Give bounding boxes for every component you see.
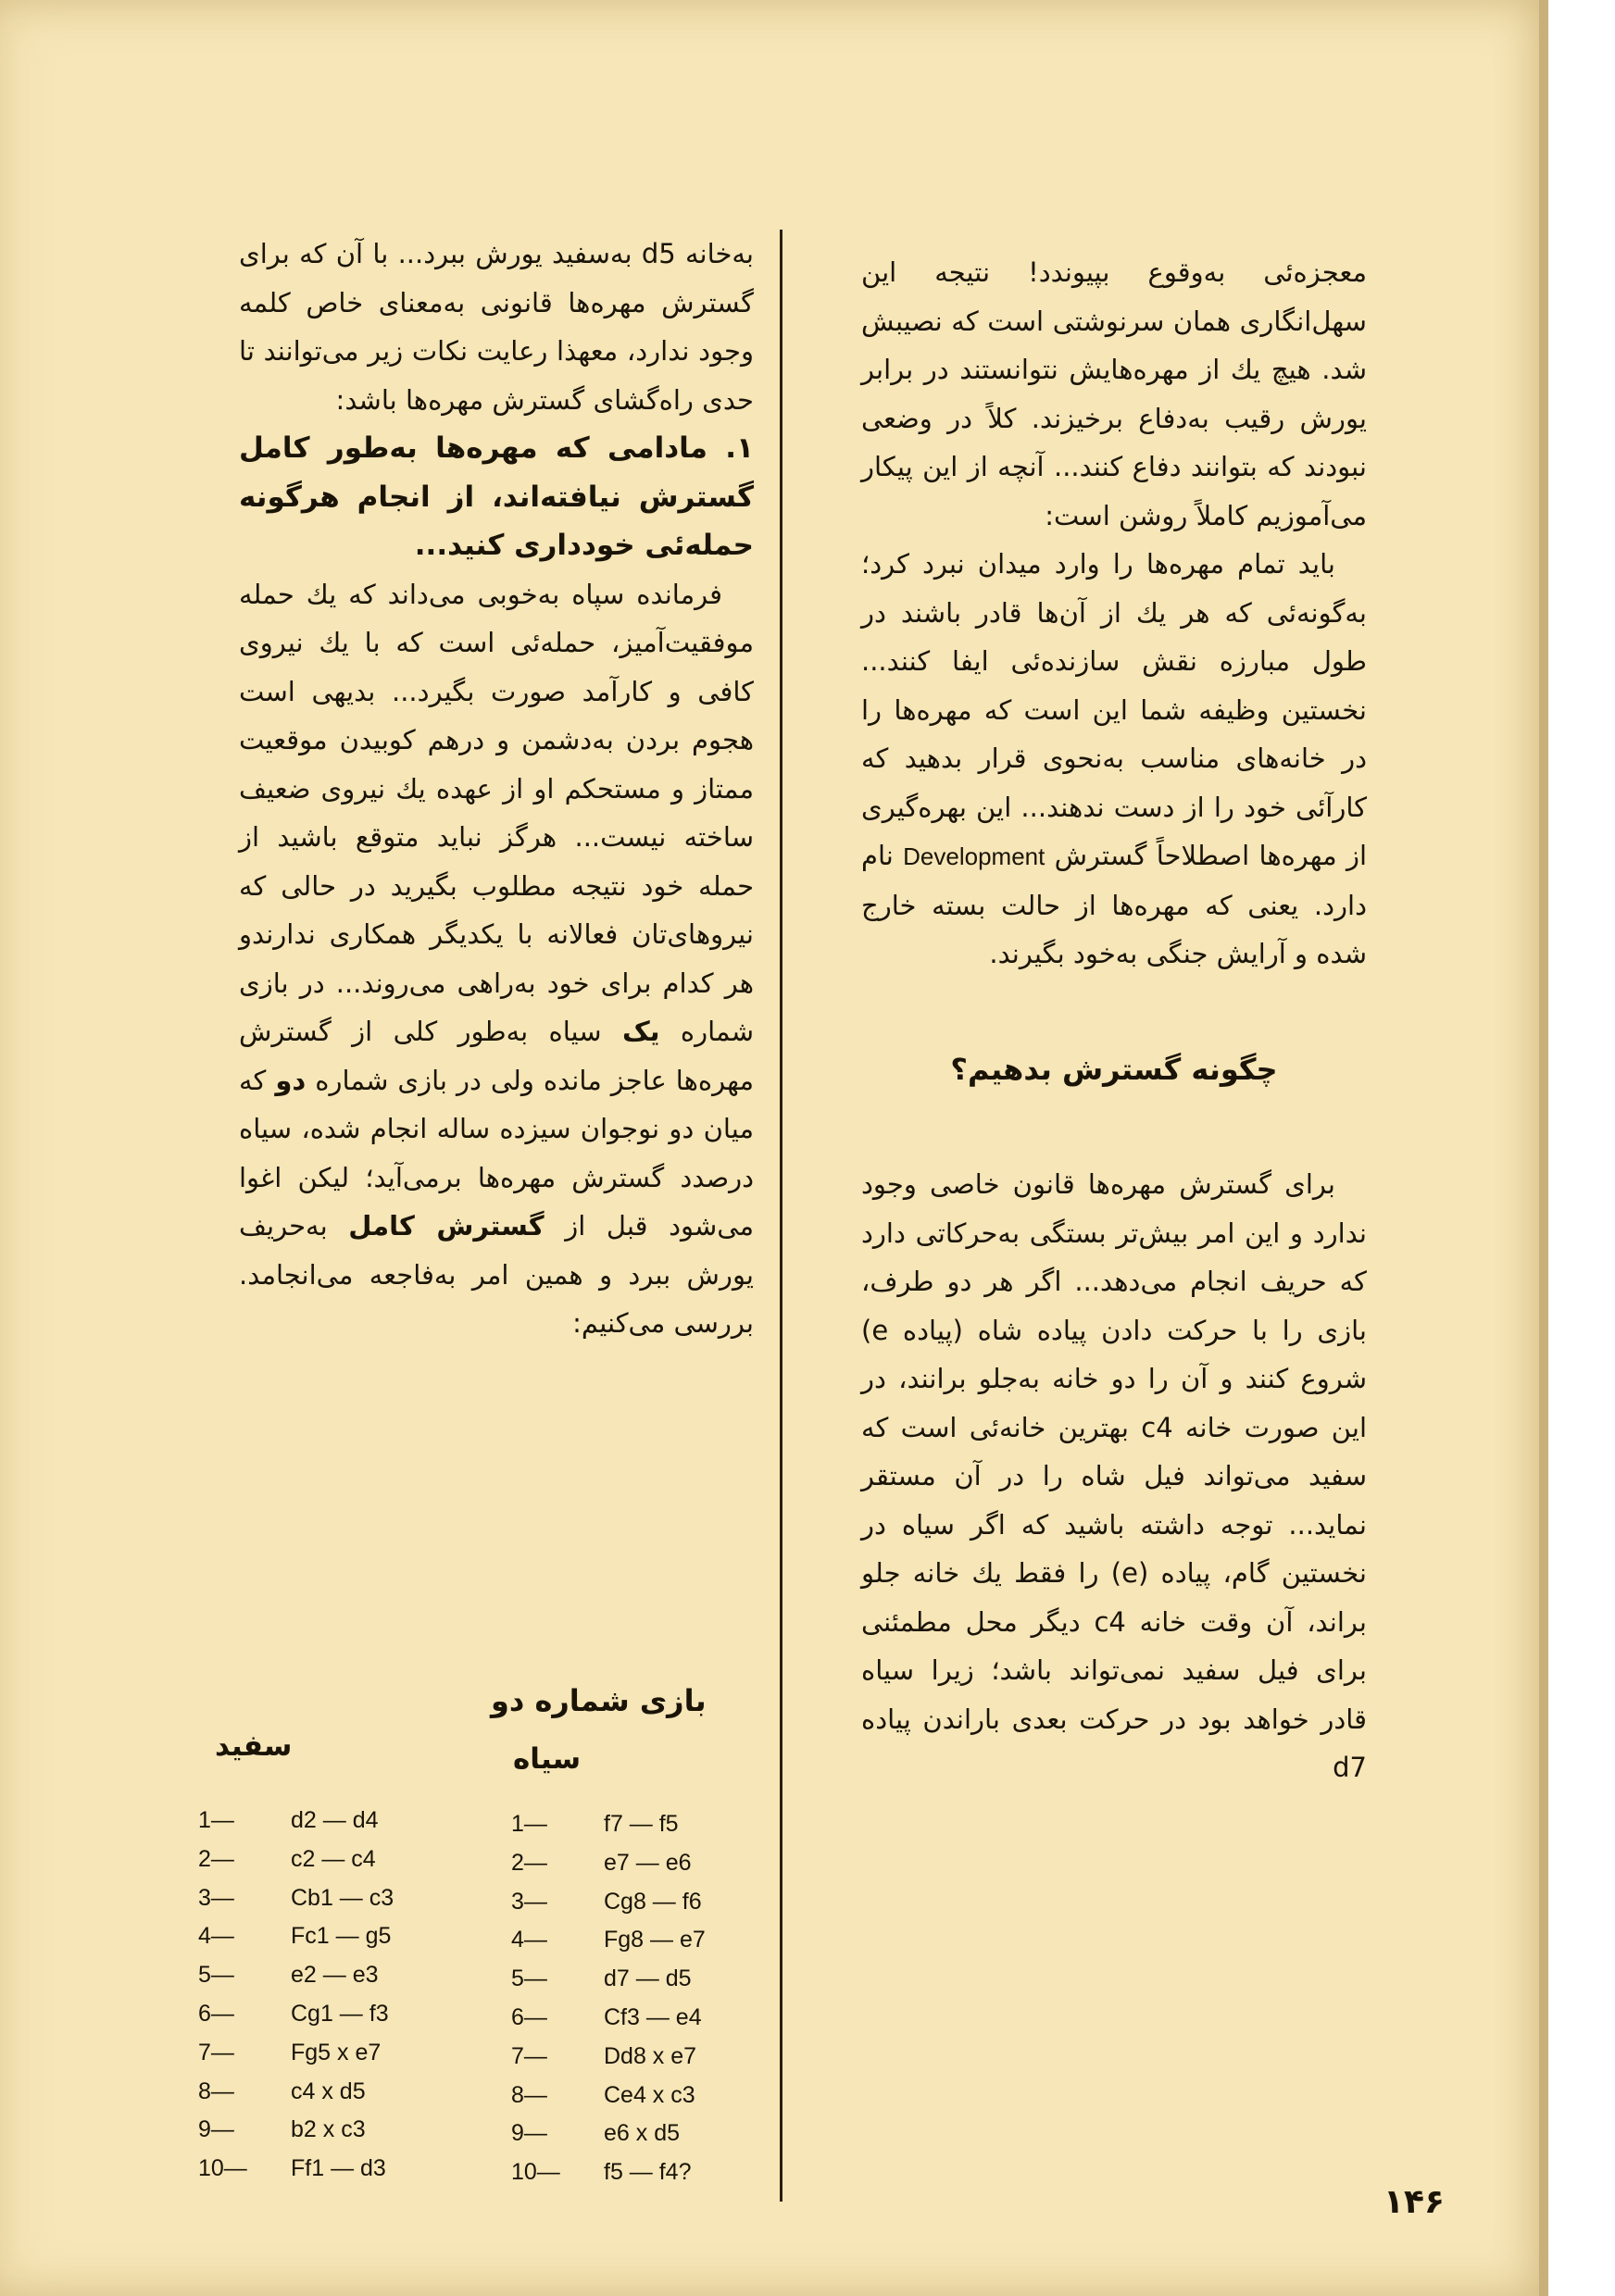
move-notation: e2 — e3: [291, 1962, 379, 1989]
white-moves: [198, 1802, 394, 2189]
move-row: [511, 2153, 706, 2192]
emphasis: یک: [621, 1016, 660, 1047]
white-label: سفید: [215, 1729, 293, 1763]
move-row: [511, 1844, 706, 1883]
paragraph: به‌خانه d5 به‌سفید یورش ببرد... با آن که برای گسترش مهره‌ها قانونی به‌معنای خاص کلمه وجود ندارد، معهذا رعایت نکات زیر می‌توانند تا حدی راه‌گشای گسترش مهره‌ها باشد:: [239, 238, 754, 416]
move-row: [511, 2038, 706, 2077]
paragraph-text: که میان دو نوجوان سیزده ساله انجام شده، سیاه درصدد گسترش مهره‌ها برمی‌آید؛ لیکن اغوا می‌شود قبل از: [239, 1064, 755, 1242]
paragraph-text: به‌حریف یورش ببرد و همین امر به‌فاجعه می‌انجامد. بررسی می‌کنیم:: [239, 1210, 754, 1339]
game-title: بازی شماره دو: [491, 1683, 707, 1718]
paragraph-text: نام دارد. یعنی که مهره‌ها از حالت بسته خارج شده و آرایش جنگی به‌خود بگیرند.: [861, 840, 1367, 969]
move-row: [198, 1917, 394, 1956]
move-notation: f5 — f4?: [604, 2159, 692, 2186]
move-notation: e7 — e6: [604, 1849, 692, 1876]
move-row: [198, 1879, 394, 1918]
move-row: [511, 1921, 706, 1960]
move-number: 7—: [511, 2042, 547, 2069]
move-row: [511, 2077, 706, 2115]
move-row: [198, 2073, 394, 2112]
move-row: [511, 1805, 706, 1844]
left-column: [239, 230, 754, 1348]
rule-one: ۱. مادامی که مهره‌ها به‌طور کامل گسترش نیافته‌اند، از انجام هرگونه حمله‌ئی خودداری کنید...: [239, 431, 754, 562]
move-notation: d7 — d5: [604, 1965, 692, 1992]
emphasis: دو: [275, 1064, 307, 1096]
move-number: 7—: [198, 2039, 234, 2065]
paragraph: معجزه‌ئی به‌وقوع بپیوندد! نتیجه این سهل‌انگاری همان سرنوشتی است که نصیبش شد. هیچ یك از مهره‌هایش نتوانستند در برابر یورش رقیب به‌دفاع برخیزند. کلاً در وضعی نبودند که بتوانند دفاع کنند... آنچه از این پیکار می‌آموزیم کاملاً روشن است:: [861, 256, 1367, 531]
move-number: 5—: [511, 1965, 547, 1992]
move-notation: Fg8 — e7: [604, 1927, 706, 1953]
move-number: 9—: [198, 2116, 234, 2143]
move-number: 6—: [511, 2003, 547, 2030]
move-row: [198, 2150, 394, 2189]
move-number: 8—: [198, 2078, 234, 2104]
move-notation: Fc1 — g5: [291, 1923, 392, 1950]
move-number: 4—: [511, 1927, 547, 1953]
move-notation: Cg8 — f6: [604, 1888, 702, 1915]
move-number: 4—: [198, 1923, 234, 1950]
move-number: 2—: [511, 1849, 547, 1876]
move-notation: Ce4 x c3: [604, 2081, 695, 2108]
move-number: 8—: [511, 2081, 547, 2108]
move-notation: d2 — d4: [291, 1807, 379, 1833]
move-row: [198, 2034, 394, 2073]
move-row: [198, 1802, 394, 1841]
move-notation: Dd8 x e7: [604, 2042, 697, 2069]
term-development: Development: [903, 842, 1045, 870]
move-number: 9—: [511, 2120, 547, 2147]
move-notation: f7 — f5: [604, 1811, 679, 1837]
emphasis: گسترش کامل: [348, 1210, 545, 1242]
black-label: سیاه: [513, 1742, 582, 1776]
move-number: 1—: [198, 1807, 234, 1833]
column-divider: [780, 230, 782, 2202]
move-number: 10—: [511, 2159, 560, 2186]
move-notation: b2 x c3: [291, 2116, 366, 2143]
move-row: [511, 1883, 706, 1922]
move-notation: c2 — c4: [291, 1845, 376, 1872]
move-row: [511, 1960, 706, 1999]
section-heading: چگونه گسترش بدهیم؟: [950, 1051, 1278, 1087]
move-number: 1—: [511, 1811, 547, 1837]
page-number: ١۴۶: [1383, 2183, 1445, 2221]
move-number: 3—: [198, 1884, 234, 1911]
move-row: [198, 1956, 394, 1995]
move-notation: Fg5 x e7: [291, 2039, 382, 2065]
paragraph: [239, 570, 754, 1348]
paragraph: برای گسترش مهره‌ها قانون خاصی وجود ندارد و این امر بیش‌تر بستگی به‌حرکاتی دارد که حریف انجام می‌دهد... اگر هر دو طرف، بازی را با حرکت دادن پیاده شاه (پیاده e) شروع کنند و آن را دو خانه به‌جلو برانند، در این صورت خانه c4 بهترین خانه‌ئی است که سفید می‌تواند فیل شاه را در آن مستقر نماید... توجه داشته باشید که اگر سیاه در نخستین گام، پیاده (e) را فقط یك خانه جلو براند، آن وقت خانه c4 دیگر محل مطمئنی برای فیل سفید نمی‌تواند باشد؛ زیرا سیاه قادر خواهد بود در حرکت بعدی باراندن پیاده d7: [861, 1168, 1367, 1783]
move-notation: Cf3 — e4: [604, 2003, 702, 2030]
paragraph-text: فرمانده سپاه به‌خوبی می‌داند که یك حمله موفقیت‌آمیز، حمله‌ئی است که با یك نیروی کافی و کارآمد صورت بگیرد... بدیهی است هجوم بردن به‌دشمن و درهم کوبیدن موقعیت ممتاز و مستحکم او از عهده یك نیروی ضعیف ساخته نیست... هرگز نباید متوقع باشید از حمله خود نتیجه مطلوب بگیرید در حالی که نیروهای‌تان فعالانه با یکدیگر همکاری ندارندو هر کدام برای خود به‌راهی می‌روند... در بازی شماره: [239, 578, 754, 1047]
move-row: [511, 2115, 706, 2153]
move-row: [198, 2111, 394, 2150]
move-number: 2—: [198, 1845, 234, 1872]
move-number: 5—: [198, 1962, 234, 1989]
move-row: [198, 1841, 394, 1879]
move-number: 10—: [198, 2155, 247, 2182]
move-number: 6—: [198, 2000, 234, 2027]
move-notation: Cb1 — c3: [291, 1884, 394, 1911]
move-notation: Cg1 — f3: [291, 2000, 389, 2027]
move-notation: e6 x d5: [604, 2120, 681, 2147]
black-moves: [511, 1805, 706, 2192]
move-notation: Ff1 — d3: [291, 2155, 386, 2182]
paragraph-text: سیاه به‌طور کلی از گسترش مهره‌ها عاجز مانده ولی در بازی شماره: [239, 1016, 755, 1096]
paragraph-text: باید تمام مهره‌ها را وارد میدان نبرد کرد؛ به‌گونه‌ئی که هر یك از آن‌ها قادر باشند در طول مبارزه نقش سازنده‌ئی ایفا کنند... نخستین وظیفه شما این است که مهره‌ها را در خانه‌های مناسب به‌نحوی قرار بدهید که کارآئی خود را از دست ندهند... این بهره‌گیری از مهره‌ها اصطلاحاً گسترش: [861, 548, 1368, 871]
move-notation: c4 x d5: [291, 2078, 366, 2104]
paragraph: [861, 540, 1367, 979]
right-column: [861, 248, 1367, 1792]
move-row: [198, 1995, 394, 2034]
move-number: 3—: [511, 1888, 547, 1915]
move-row: [511, 1999, 706, 2038]
